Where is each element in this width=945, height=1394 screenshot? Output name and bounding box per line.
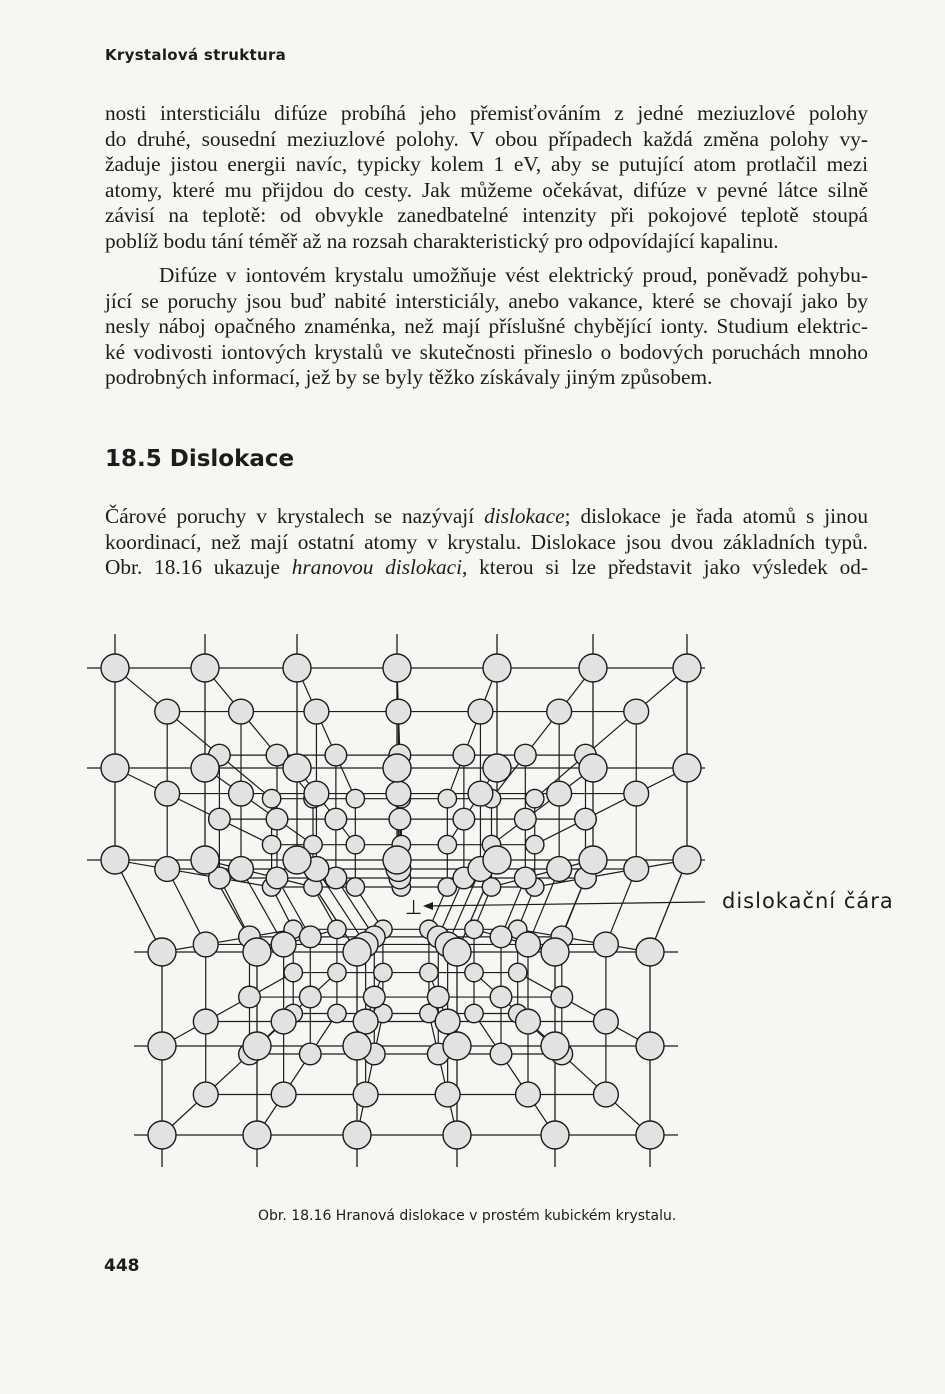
atom	[443, 1121, 471, 1149]
atom	[148, 1032, 176, 1060]
atom	[101, 654, 129, 682]
text-run: , kterou si lze představit jako výsledek od-	[462, 555, 868, 580]
atom	[191, 654, 219, 682]
atom	[283, 654, 311, 682]
atom	[483, 754, 511, 782]
atom	[453, 808, 475, 830]
atom	[353, 1009, 378, 1034]
atom	[284, 963, 302, 981]
atom	[673, 846, 701, 874]
atom	[551, 986, 573, 1008]
atom	[383, 754, 411, 782]
atom	[465, 920, 483, 938]
atom	[243, 1121, 271, 1149]
paragraph-diffusion	[105, 101, 868, 255]
atom	[299, 926, 321, 948]
atom	[465, 963, 483, 981]
atom	[386, 781, 411, 806]
text-line	[105, 555, 868, 581]
atom	[266, 867, 288, 889]
text-line: poblíž bodu tání téměř až na rozsah charakteristický pro odpovídající kapalinu.	[105, 228, 779, 253]
atom	[346, 878, 364, 896]
atom	[443, 938, 471, 966]
atom	[346, 835, 364, 853]
atom	[579, 846, 607, 874]
atom	[328, 963, 346, 981]
atom	[304, 699, 329, 724]
atom	[299, 1043, 321, 1065]
lattice-back-layer	[115, 668, 687, 1135]
atom	[343, 1032, 371, 1060]
text-run: Čárové poruchy v krystalech se nazývají	[105, 504, 485, 528]
atom	[516, 1009, 541, 1034]
atom	[193, 1082, 218, 1107]
atom	[515, 744, 537, 766]
running-title: Krystalová struktura	[105, 46, 287, 64]
edge-dislocation-figure	[85, 630, 705, 1190]
atom	[435, 1009, 460, 1034]
atom	[516, 932, 541, 957]
atom	[579, 754, 607, 782]
atom	[443, 1032, 471, 1060]
atom	[594, 932, 619, 957]
atom	[636, 1032, 664, 1060]
atom	[299, 986, 321, 1008]
atom	[547, 857, 572, 882]
atom	[515, 808, 537, 830]
atom	[438, 789, 456, 807]
paragraph-ionic-conduction	[105, 263, 868, 391]
leader-line	[425, 902, 705, 906]
text-line: nosti intersticiálu difúze probíhá jeho přemisťováním z jedné meziuzlové polohy	[105, 101, 868, 125]
arrow-head	[423, 902, 433, 910]
italic-term: dislokace	[484, 504, 565, 528]
atom	[547, 781, 572, 806]
atom	[386, 699, 411, 724]
lattice-bond	[162, 973, 293, 1046]
atom	[526, 789, 544, 807]
atom	[624, 699, 649, 724]
lattice-bond	[474, 1014, 555, 1136]
atom	[383, 654, 411, 682]
atom	[229, 781, 254, 806]
page-number: 448	[104, 1256, 140, 1276]
atom	[155, 699, 180, 724]
atom	[271, 932, 296, 957]
atom	[547, 699, 572, 724]
atom	[271, 1009, 296, 1034]
atom	[325, 744, 347, 766]
atom	[490, 926, 512, 948]
text-line: atomy, které mu přijdou do cesty. Jak můžeme očekávat, difúze v pevné látce silně	[105, 177, 868, 202]
atom	[271, 1082, 296, 1107]
atom	[191, 846, 219, 874]
lattice-bond	[518, 1014, 650, 1136]
text-run: Obr. 18.16 ukazuje	[105, 555, 292, 580]
atom	[483, 846, 511, 874]
text-line: podrobných informací, jež by se byly těžko získávaly jiným způsobem.	[105, 365, 713, 390]
atom	[516, 1082, 541, 1107]
text-run: koordinací, než mají ostatní atomy v krystalu. Dislokace jsou dvou základních typů.	[105, 529, 868, 554]
atom	[383, 846, 411, 874]
atom	[636, 938, 664, 966]
atom	[343, 1121, 371, 1149]
atom	[594, 1082, 619, 1107]
lattice-bond	[115, 860, 162, 952]
atom	[579, 654, 607, 682]
text-line	[105, 530, 868, 556]
atom	[483, 654, 511, 682]
atom	[435, 1082, 460, 1107]
text-line: ké vodivosti iontových krystalů ve skutečnosti přineslo o bodových poruchách mnoho	[105, 339, 868, 364]
atom	[624, 781, 649, 806]
dislocation-marker	[405, 895, 705, 919]
atom	[304, 781, 329, 806]
atom	[155, 781, 180, 806]
atom	[283, 754, 311, 782]
atom	[374, 963, 392, 981]
atom	[191, 754, 219, 782]
atom	[328, 920, 346, 938]
text-line	[105, 504, 868, 530]
atom	[526, 835, 544, 853]
paragraph-dislocation	[105, 504, 868, 581]
atom	[346, 789, 364, 807]
atom	[101, 754, 129, 782]
atom	[490, 986, 512, 1008]
atom	[438, 835, 456, 853]
section-heading: 18.5 Dislokace	[105, 446, 295, 472]
atom	[636, 1121, 664, 1149]
atom	[509, 963, 527, 981]
italic-term: hranovou dislokaci	[291, 555, 463, 580]
lattice-bond	[518, 973, 650, 1046]
atom	[148, 1121, 176, 1149]
atom	[239, 986, 261, 1008]
lattice-bond	[162, 1014, 293, 1136]
text-line: Difúze v iontovém krystalu umožňuje vést elektrický proud, poněvadž pohybu-	[159, 263, 868, 287]
atom-layer	[101, 654, 701, 1149]
text-line: závisí na teplotě: od obvykle zanedbatelné intenzity při pokojové teplotě stoupá	[105, 203, 868, 228]
atom	[193, 932, 218, 957]
atom	[453, 744, 475, 766]
atom	[575, 808, 597, 830]
atom	[541, 1121, 569, 1149]
atom	[420, 963, 438, 981]
atom	[283, 846, 311, 874]
text-line: žaduje jistou energii navíc, typicky kolem 1 eV, aby se putující atom protlačil mezi	[105, 152, 868, 177]
atom	[262, 789, 280, 807]
atom	[490, 1043, 512, 1065]
atom	[624, 857, 649, 882]
atom	[262, 835, 280, 853]
atom	[325, 808, 347, 830]
dislocation-line-label: dislokační čára	[722, 889, 894, 913]
atom	[343, 938, 371, 966]
atom	[243, 1032, 271, 1060]
atom	[229, 699, 254, 724]
text-line: jící se poruchy jsou buď nabité intersticiály, anebo vakance, které se chovají jako by	[105, 288, 868, 313]
atom	[363, 986, 385, 1008]
dislocation-symbol: ⊥	[405, 895, 423, 919]
atom	[148, 938, 176, 966]
atom	[427, 986, 449, 1008]
text-line: nesly náboj opačného znaménka, než mají příslušné chybějící ionty. Studium elektric-	[105, 314, 868, 339]
atom	[465, 1004, 483, 1022]
atom	[328, 1004, 346, 1022]
atom	[353, 1082, 378, 1107]
atom	[266, 808, 288, 830]
atom	[209, 808, 231, 830]
text-run: ; dislokace je řada atomů s jinou	[564, 504, 868, 528]
lattice-bond	[257, 1014, 337, 1136]
atom	[515, 867, 537, 889]
atom	[541, 938, 569, 966]
lattice-bond	[650, 860, 687, 952]
figure-caption: Obr. 18.16 Hranová dislokace v prostém kubickém krystalu.	[258, 1208, 677, 1224]
atom	[389, 808, 411, 830]
atom	[594, 1009, 619, 1034]
atom	[155, 857, 180, 882]
atom	[229, 857, 254, 882]
atom	[193, 1009, 218, 1034]
atom	[673, 754, 701, 782]
text-line: do druhé, sousední meziuzlové polohy. V obou případech každá změna polohy vy-	[105, 126, 868, 151]
atom	[101, 846, 129, 874]
atom	[243, 938, 271, 966]
atom	[673, 654, 701, 682]
atom	[468, 781, 493, 806]
atom	[541, 1032, 569, 1060]
atom	[468, 699, 493, 724]
